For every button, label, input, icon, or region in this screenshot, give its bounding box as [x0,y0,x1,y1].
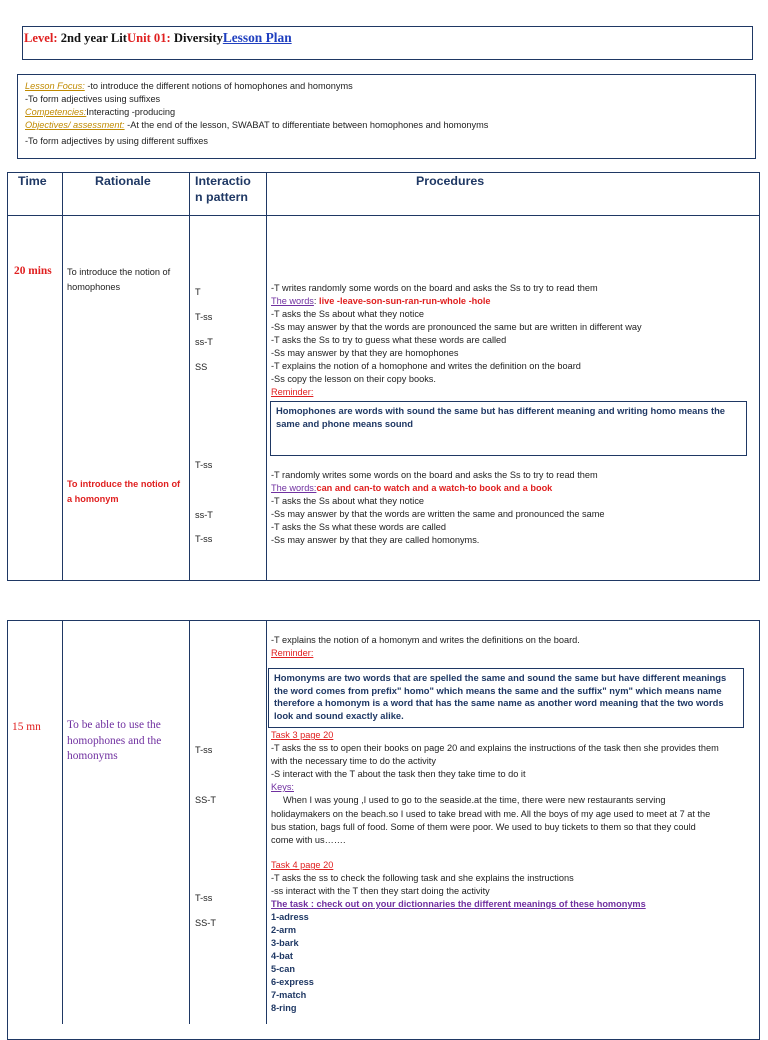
lesson-focus-label: Lesson Focus: [25,81,85,91]
table-2-col-rule [189,620,190,1024]
lesson-plan-title: Lesson Plan [222,30,292,45]
proc-line: -T asks the ss to open their books on page 20 and explains the instructions of the task then she provides them [271,743,719,753]
section2-rationale [67,718,161,765]
keys-line: bus station, bags full of food. Some of them were poor. We used to buy tickets to them so that they could [271,822,696,832]
proc-line: -T writes randomly some words on the board and asks the Ss to try to read them [271,283,598,293]
header-interaction-line-2: n pattern [195,189,249,204]
proc-line: -T asks the Ss to try to guess what these words are called [271,335,507,345]
words-label: The words [271,296,314,306]
table-1-col-rule [266,172,267,581]
proc-line: -Ss may answer by that the words are written the same and pronounced the same [271,509,605,519]
proc-line: -Ss copy the lesson on their copy books. [271,374,436,384]
proc-line: -T asks the Ss about what they notice [271,309,425,319]
pattern-label: T-ss [195,312,213,322]
proc-line: -ss interact with the T then they start doing the activity [271,886,490,896]
table-1-col-rule [189,172,190,581]
lesson-focus-text: -to introduce the different notions of homophones and homonyms [84,81,353,91]
focus-line-3 [25,106,175,119]
homonym-list-item: 1-adress [271,912,309,922]
words-b-value: can and can-to watch and a watch-to book and a book [316,483,553,493]
proc-line: -T explains the notion of a homophone and writes the definition on the board [271,361,581,371]
pattern-label: T-ss [195,460,213,470]
proc-line: -Ss may answer by that they are homophones [271,348,459,358]
proc-line: -T asks the ss to check the following task and she explains the instructions [271,873,574,883]
proc-line: -T explains the notion of a homonym and writes the definitions on the board. [271,635,580,645]
reminder-label: Reminder: [271,387,314,397]
words-b-label: The words: [271,483,317,493]
pattern-label: SS [195,362,208,372]
pattern-label: T-ss [195,534,213,544]
proc-line: with the necessary time to do the activity [271,756,436,766]
pattern-label: T [195,287,201,297]
proc-line: -Ss may answer by that the words are pronounced the same but are written in different way [271,322,642,332]
pattern-label: T-ss [195,745,213,755]
table-2-col-rule [62,620,63,1024]
objectives-label: Objectives/ assessment: [25,120,125,130]
section1-rationale-a-1: To introduce the notion of [67,267,171,277]
level-value: 2nd year Lit [57,31,127,45]
header-interaction-line-1: Interactio [195,174,251,188]
focus-line-5: -To form adjectives by using different suffixes [25,136,208,146]
homonym-list-item: 8-ring [271,1003,297,1013]
proc-line: -T asks the Ss what these words are called [271,522,446,532]
keys-line: holidaymakers on the beach.so I used to take bread with me. All the boys of my age used to meet at 7 at the [271,809,711,819]
section1-time: 20 mins [14,265,52,277]
homophone-reminder-box: Homophones are words with sound the same but has different meaning and writing homo means the same and phone means sound [270,401,747,456]
section2-rationale-line: To be able to use the [67,719,161,731]
homonym-list-item: 7-match [271,990,307,1000]
words-value: live -leave-son-sun-ran-run-whole -hole [319,296,491,306]
section1-rationale-a-2: homophones [67,282,121,292]
task4-instruction: The task : check out on your dictionnaries the different meanings of these homonyms [271,899,646,909]
competencies-label: Competencies: [25,107,87,117]
table-1-col-rule [62,172,63,581]
task4-label: Task 4 page 20 [271,860,334,870]
words-b-line [271,482,552,495]
homonym-list-item: 6-express [271,977,314,987]
unit-label: Unit 01: [126,31,171,45]
section1-rationale-b-1: To introduce the notion of [67,479,181,489]
keys-line: When I was young ,I used to go to the seaside.at the time, there were new restaurants serving [283,795,666,805]
keys-label: Keys: [271,782,294,792]
header-procedures: Procedures [416,174,485,188]
pattern-label: T-ss [195,893,213,903]
pattern-label: ss-T [195,337,213,347]
task3-label: Task 3 page 20 [271,730,334,740]
homonym-list-item: 2-arm [271,925,297,935]
header-rationale: Rationale [95,174,151,188]
level-label: Level: [24,31,58,45]
competencies-text: Interacting -producing [86,107,176,117]
focus-line-4 [25,119,488,132]
header-interaction [195,174,251,205]
homonym-list-item: 4-bat [271,951,293,961]
proc-line: -T randomly writes some words on the board and asks the Ss to try to read them [271,470,598,480]
table-2-col-rule [266,620,267,1024]
proc-line: -S interact with the T about the task then they take time to do it [271,769,526,779]
objectives-text: -At the end of the lesson, SWABAT to differentiate between homophones and homonyms [124,120,489,130]
section1-rationale-b-2: a homonym [67,494,119,504]
proc-line: -Ss may answer by that they are called homonyms. [271,535,480,545]
keys-line: come with us……. [271,835,346,845]
section2-rationale-line: homophones and the [67,734,162,747]
pattern-label: SS-T [195,795,216,805]
header-line [24,30,292,46]
table-1-header-rule [7,215,760,216]
homonym-list-item: 5-can [271,964,296,974]
pattern-label: SS-T [195,918,216,928]
focus-line-1 [25,80,353,93]
section2-time: 15 mn [12,721,41,733]
words-line [271,295,491,308]
unit-value: Diversity [170,31,223,45]
reminder-label: Reminder: [271,648,314,658]
homonym-list-item: 3-bark [271,938,299,948]
pattern-label: ss-T [195,510,213,520]
proc-line: -T asks the Ss about what they notice [271,496,425,506]
section2-rationale-line: homonyms [67,750,118,762]
header-time: Time [18,174,47,188]
homonym-reminder-box: Homonyms are two words that are spelled the same and sound the same but have different meanings the word comes from prefix" homo" which means the same and the suffix" nym" which means name therefore a homonym is a word that has the same name as another word meaning that the two words look and sound exactly alike. [268,668,744,728]
focus-line-2: -To form adjectives using suffixes [25,94,161,104]
words-sep: : [313,296,320,306]
